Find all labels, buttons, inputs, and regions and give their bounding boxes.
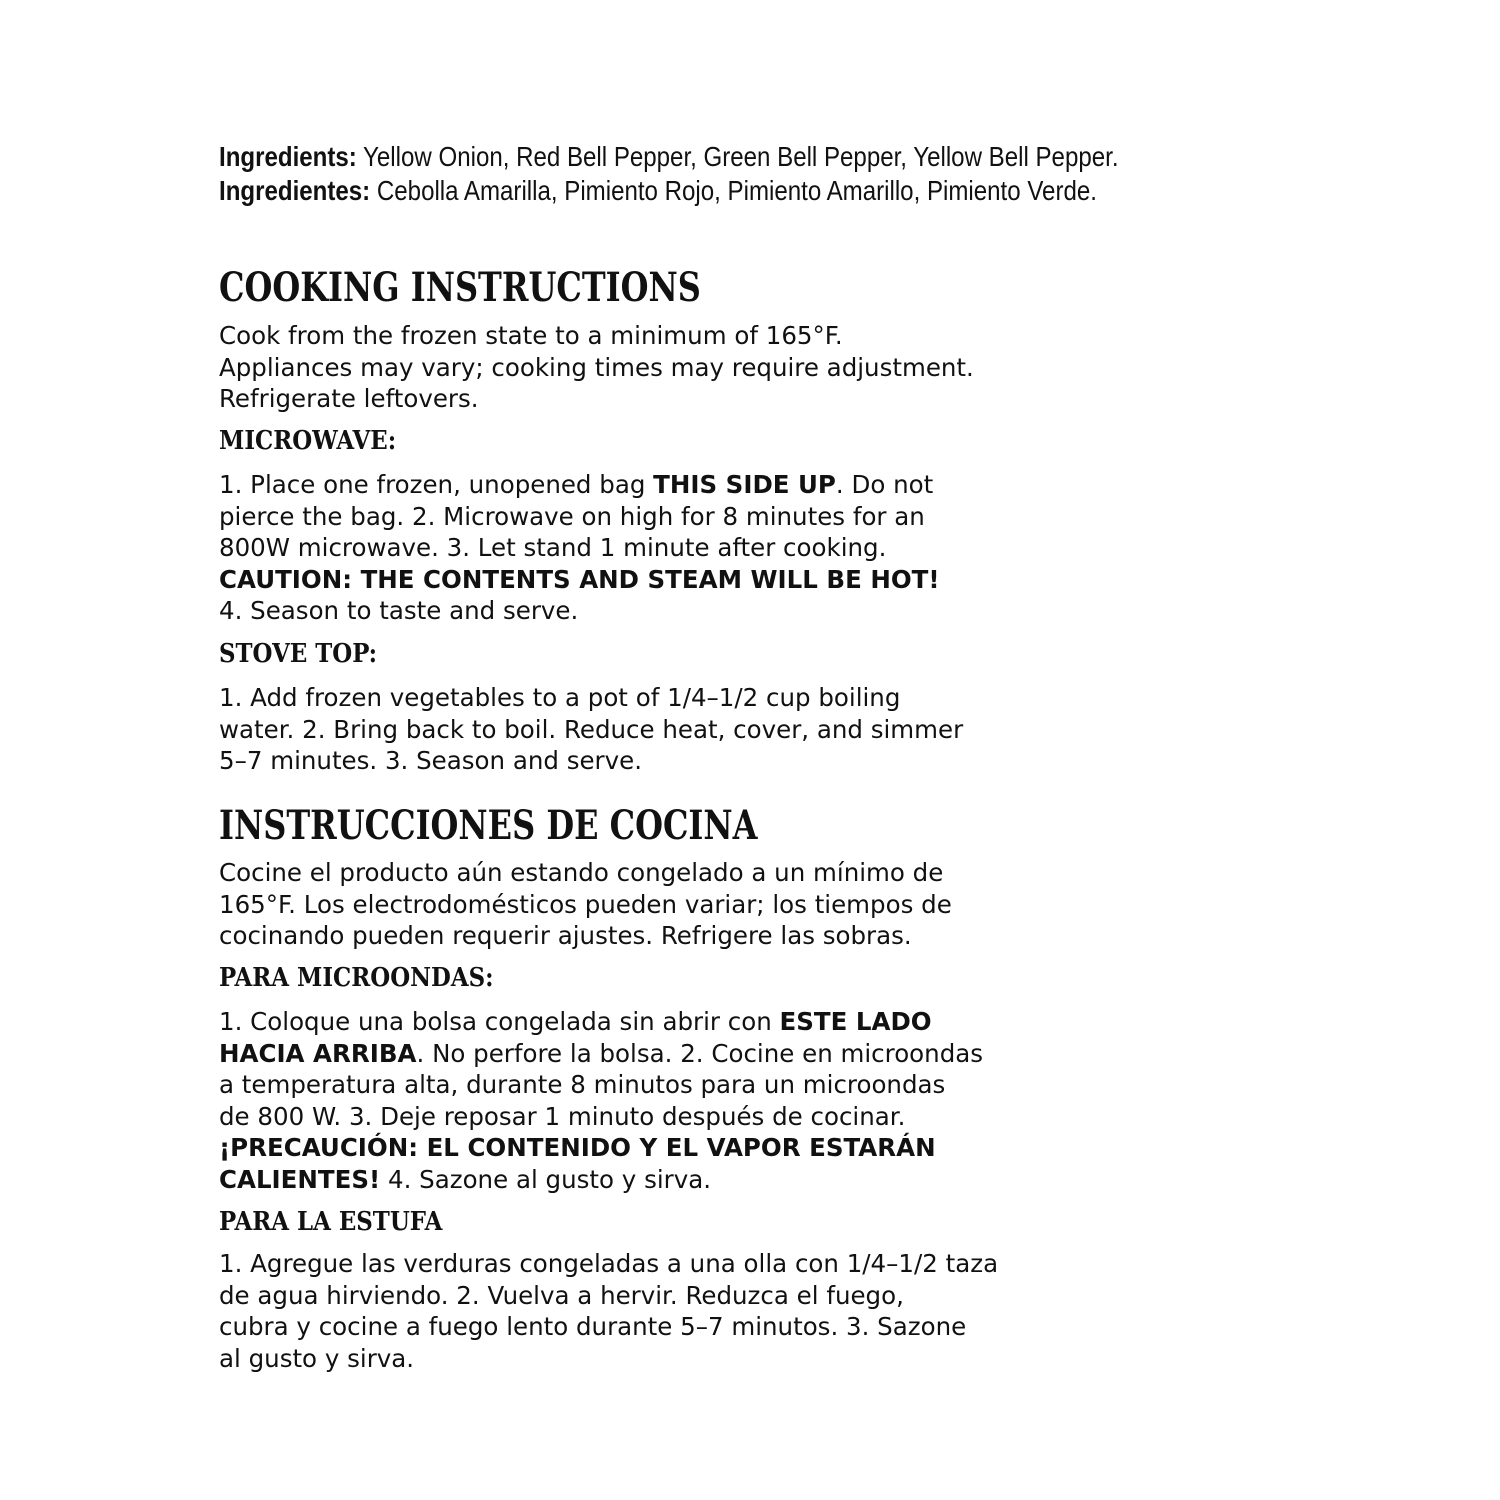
emphasis-text: THIS SIDE UP (653, 470, 836, 499)
instruction-line: al gusto y sirva. (219, 1343, 415, 1373)
ingredients-label-es: Ingredientes: (219, 175, 371, 206)
para-la-estufa-heading: PARA LA ESTUFA (219, 1207, 443, 1237)
instruction-line (219, 1164, 983, 1196)
instrucciones-heading: INSTRUCCIONES DE COCINA (219, 802, 758, 849)
ingredients-spanish (219, 174, 1251, 208)
intro-line: 165°F. Los electrodomésticos pueden variar; los tiempos de (219, 889, 952, 919)
intro-line: Refrigerate leftovers. (219, 384, 479, 413)
estufa-instructions (219, 1248, 998, 1374)
cooking-instructions-heading: COOKING INSTRUCTIONS (219, 264, 701, 311)
instruction-line (219, 1006, 983, 1038)
emphasis-text: CALIENTES! (219, 1164, 381, 1194)
caution-line (219, 564, 940, 596)
text-span: 1. Place one frozen, unopened bag (219, 470, 654, 499)
ingredients-english (219, 140, 1251, 174)
instruction-line (219, 469, 940, 501)
text-span: 1. Coloque una bolsa congelada sin abrir con (219, 1007, 780, 1036)
stove-top-instructions (219, 682, 963, 777)
emphasis-text: CAUTION: THE CONTENTS AND STEAM WILL BE HOT! (219, 564, 940, 594)
intro-line: cocinando pueden requerir ajustes. Refrigere las sobras. (219, 921, 912, 950)
emphasis-text: ESTE LADO (779, 1007, 932, 1036)
text-span: 4. Sazone al gusto y sirva. (380, 1164, 712, 1194)
emphasis-text: HACIA ARRIBA (219, 1038, 417, 1068)
emphasis-text: ¡PRECAUCIÓN: EL CONTENIDO Y EL VAPOR ESTARÁN (219, 1133, 936, 1162)
intro-line: Cocine el producto aún estando congelado a un mínimo de (219, 858, 944, 887)
cooking-intro (219, 320, 974, 415)
instruction-line: 5–7 minutes. 3. Season and serve. (219, 746, 642, 775)
instruction-line: water. 2. Bring back to boil. Reduce heat, cover, and simmer (219, 714, 964, 744)
instruction-line: cubra y cocine a fuego lento durante 5–7 minutos. 3. Sazone (219, 1312, 967, 1341)
para-microondas-heading: PARA MICROONDAS: (219, 963, 494, 993)
ingredients-text-en: Yellow Onion, Red Bell Pepper, Green Bell Pepper, Yellow Bell Pepper. (356, 141, 1119, 172)
intro-line: Cook from the frozen state to a minimum of 165°F. (219, 321, 843, 350)
text-span: . No perfore la bolsa. 2. Cocine en microondas (416, 1038, 984, 1068)
ingredients-text-es: Cebolla Amarilla, Pimiento Rojo, Pimiento Amarillo, Pimiento Verde. (370, 175, 1097, 206)
instruction-line (219, 1038, 983, 1070)
microondas-instructions (219, 1006, 983, 1195)
ingredients-label-en: Ingredients: (219, 141, 357, 172)
microwave-heading: MICROWAVE: (219, 426, 397, 456)
instruction-line: a temperatura alta, durante 8 minutos para un microondas (219, 1070, 946, 1099)
text-span: . Do not (835, 470, 934, 499)
instruction-line: de agua hirviendo. 2. Vuelva a hervir. Reduzca el fuego, (219, 1280, 904, 1310)
instruction-line: 1. Agregue las verduras congeladas a una olla con 1/4–1/2 taza (219, 1249, 999, 1278)
instruction-line: pierce the bag. 2. Microwave on high for 8 minutes for an (219, 501, 925, 531)
intro-line: Appliances may vary; cooking times may require adjustment. (219, 352, 974, 382)
instruction-line: de 800 W. 3. Deje reposar 1 minuto después de cocinar. (219, 1101, 906, 1131)
stove-top-heading: STOVE TOP: (219, 639, 378, 669)
ingredients-block (219, 140, 1251, 208)
instruction-line: 4. Season to taste and serve. (219, 596, 579, 625)
instruction-line: 1. Add frozen vegetables to a pot of 1/4–1/2 cup boiling (219, 683, 901, 712)
cocina-intro (219, 857, 952, 952)
caution-line (219, 1132, 983, 1164)
instruction-line: 800W microwave. 3. Let stand 1 minute after cooking. (219, 533, 887, 562)
microwave-instructions (219, 469, 940, 627)
